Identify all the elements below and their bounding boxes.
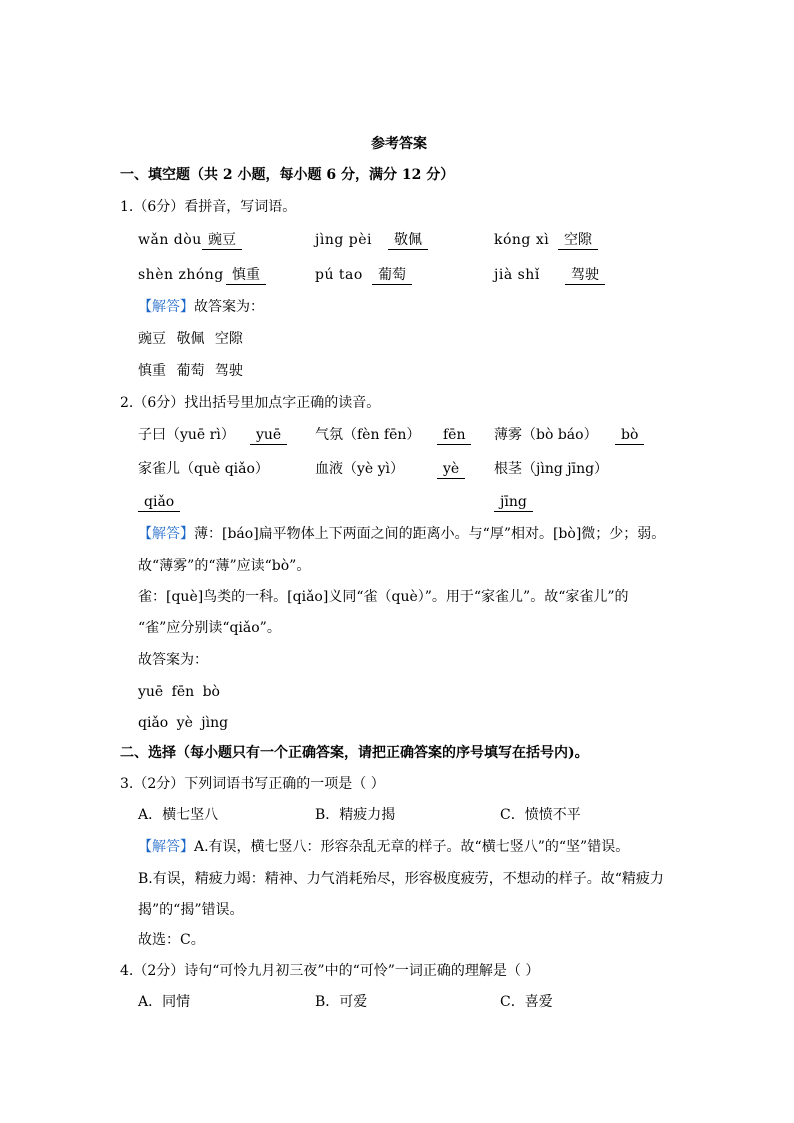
q2-answer-6: jīng [494,493,533,512]
q1-pinyin-1: wǎn dòu [138,232,202,248]
q3-explanation-3: 揭”的“揭”错误。 [138,902,244,918]
q4-option-c: C．喜爱 [500,994,553,1010]
q1-jieda-text: 故答案为： [194,299,264,315]
q2-item-3: 薄雾（bò báo） [494,427,598,443]
q3-option-c: C．愤愤不平 [500,807,581,823]
q2-answer-2: fēn [437,426,471,445]
q1-answer-line-2: 慎重 葡萄 驾驶 [138,363,243,379]
section-heading-1: 一、填空题（共 2 小题，每小题 6 分，满分 12 分） [120,167,455,183]
q2-answer-1: yuē [250,426,287,445]
q2-answer-line-2: qiǎo yè jìng [138,715,229,731]
q2-item-5: 血液（yè yì） [315,461,405,477]
q2-explanation-3: 雀：[què]鸟类的一科。[qiǎo]义同“雀（què）”。用于“家雀儿”。故“家雀儿”的 [138,589,629,605]
q3-explanation-2: B.有误，精疲力竭：精神、力气消耗殆尽，形容极度疲劳，不想动的样子。故“精疲力 [138,871,664,887]
q4-option-a: A．同情 [138,994,191,1010]
page-title: 参考答案 [371,136,427,152]
q4-option-b: B．可爱 [315,994,368,1010]
q2-item-4: 家雀儿（què qiǎo） [138,461,269,477]
q1-pinyin-3: kóng xì [494,232,550,248]
q1-answer-6: 驾驶 [565,266,605,285]
q2-jieda [138,524,665,544]
q2-explanation-4: “雀”应分别读“qiǎo”。 [138,620,281,636]
q1-answer-2: 敬佩 [388,231,428,250]
q3-explanation-4: 故选：C。 [138,932,205,948]
q2-answer-3: bò [615,426,644,445]
question-1-stem: 1.（6分）看拼音，写词语。 [120,199,297,215]
q1-pinyin-4: shèn zhóng [138,267,224,283]
q2-explanation-1: 薄：[báo]扁平物体上下两面之间的距离小。与“厚”相对。[bò]微；少；弱。 [194,526,666,542]
q2-item-1: 子曰（yuē rì） [138,427,235,443]
q1-answer-3: 空隙 [558,231,598,250]
q1-answer-5: 葡萄 [372,266,412,285]
q3-option-b: B．精疲力揭 [315,807,396,823]
q1-answer-4: 慎重 [226,266,266,285]
jieda-tag: 【解答】 [138,299,194,315]
question-2-stem: 2.（6分）找出括号里加点字正确的读音。 [120,395,381,411]
q1-answer-1: 豌豆 [202,231,242,250]
q2-item-2: 气氛（fèn fēn） [315,427,421,443]
q2-explanation-5: 故答案为： [138,652,208,668]
q2-answer-5: yè [437,460,465,479]
q1-pinyin-6: jià shǐ [494,267,540,283]
q2-explanation-2: 故“薄雾”的“薄”应读“bò”。 [138,558,311,574]
q3-explanation-1: A.有误，横七竖八：形容杂乱无章的样子。故“横七竖八”的“坚”错误。 [194,839,630,855]
q2-item-6: 根茎（jìng jīng） [494,461,609,477]
q3-option-a: A．横七坚八 [138,807,219,823]
q1-answer-line-1: 豌豆 敬佩 空隙 [138,331,243,347]
question-4-stem: 4.（2分）诗句“可怜九月初三夜”中的“可怜”一词正确的理解是（ ） [120,963,540,979]
q3-jieda [138,837,629,857]
jieda-tag: 【解答】 [138,839,194,855]
q1-pinyin-2: jìng pèi [315,232,372,248]
q1-pinyin-5: pú tao [315,267,363,283]
q2-answer-4: qiǎo [138,493,180,512]
jieda-tag: 【解答】 [138,526,194,542]
question-3-stem: 3.（2分）下列词语书写正确的一项是（ ） [120,776,385,792]
section-heading-2: 二、选择（每小题只有一个正确答案，请把正确答案的序号填写在括号内)。 [120,745,589,761]
q2-answer-line-1: yuē fēn bò [138,684,220,700]
q1-jieda [138,297,264,317]
